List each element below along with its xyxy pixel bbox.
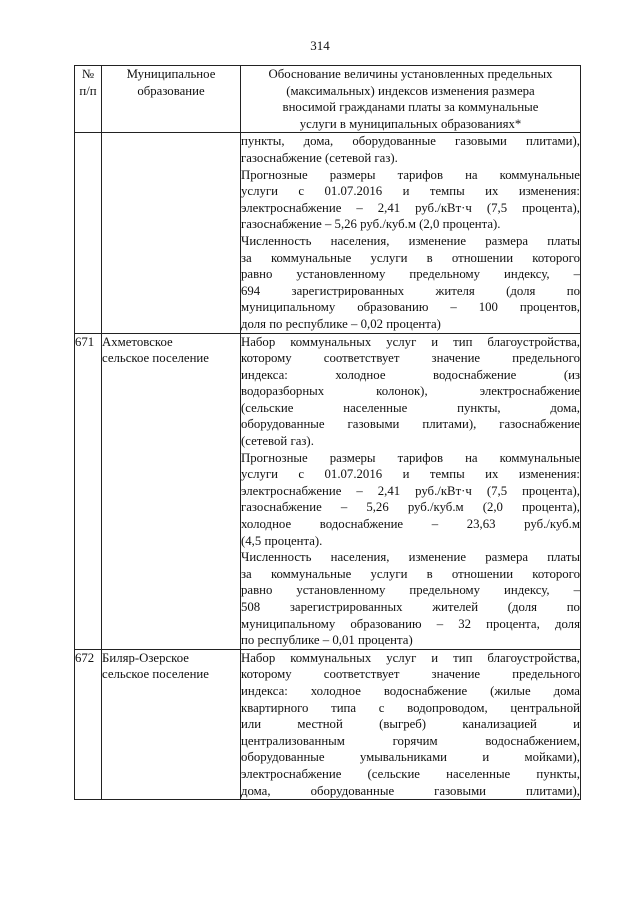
header-justification-line: (максимальных) индексов изменения размера: [286, 83, 535, 98]
justification-line: [241, 367, 580, 384]
word: электроснабжение: [479, 384, 580, 399]
word: равно: [241, 583, 273, 598]
justification-line: [241, 266, 580, 283]
word: на: [465, 167, 478, 182]
municipality-name-line: сельское поселение: [102, 351, 209, 366]
word: тип: [453, 650, 473, 665]
word: руб./куб.м: [407, 500, 464, 515]
word: –: [450, 300, 457, 315]
justification-line: [241, 350, 580, 367]
word: коммунальные: [499, 167, 580, 182]
word: (7,5: [486, 483, 508, 498]
word: отношении: [451, 250, 514, 265]
word: оборудованные: [352, 134, 436, 149]
justification-line: [241, 716, 580, 733]
word: газоснабжение: [499, 417, 580, 432]
word: установленному: [296, 267, 386, 282]
word: индексу,: [504, 583, 550, 598]
word: и: [431, 650, 439, 665]
word: которому: [241, 351, 292, 366]
word: и: [402, 467, 410, 482]
word: образованию: [357, 300, 429, 315]
word: которого: [532, 250, 580, 265]
word: муниципальному: [241, 300, 336, 315]
word: которому: [241, 667, 292, 682]
word: пункты,: [457, 400, 501, 415]
word: установленному: [296, 583, 386, 598]
word: и: [402, 184, 410, 199]
word: 2,41: [377, 483, 401, 498]
word: размеры: [329, 450, 376, 465]
word: индекса:: [241, 683, 288, 698]
word: оборудованные: [241, 750, 325, 765]
word: (из: [563, 367, 580, 382]
justification-line: [241, 400, 580, 417]
word: тарифов: [397, 167, 443, 182]
word: квартирного: [241, 700, 309, 715]
word: мойками),: [524, 750, 580, 765]
justification-cell: [241, 649, 581, 799]
municipality-name-line: Ахметовское: [102, 334, 173, 349]
word: зарегистрированных: [291, 283, 405, 298]
header-number: [75, 66, 102, 133]
justification-line: [241, 683, 580, 700]
justification-line: [241, 616, 580, 633]
header-number-line: п/п: [79, 83, 97, 98]
page-number: 314: [310, 38, 330, 53]
word: дома,: [241, 783, 271, 798]
justification-line: [241, 383, 580, 400]
word: Численность: [241, 233, 312, 248]
word: темпы: [429, 467, 465, 482]
word: типа: [331, 700, 357, 715]
word: процента),: [522, 483, 580, 498]
word: холодное: [310, 683, 361, 698]
word: образованию: [350, 616, 422, 631]
justification-line: [241, 283, 580, 300]
word: населенные: [343, 400, 408, 415]
word: 01.07.2016: [324, 184, 383, 199]
word: –: [356, 200, 363, 215]
table-row: [75, 649, 581, 799]
justification-line: [241, 733, 580, 750]
word: платы: [547, 233, 580, 248]
word: услуги: [370, 566, 408, 581]
word: за: [241, 566, 252, 581]
word: соответствует: [323, 667, 400, 682]
justification-line: [241, 167, 580, 184]
word: –: [573, 267, 580, 282]
word: за: [241, 250, 252, 265]
word: 01.07.2016: [324, 467, 383, 482]
word: –: [436, 616, 444, 631]
word: изменения:: [518, 184, 580, 199]
word: оборудованные: [241, 417, 325, 432]
justification-paragraph: [241, 650, 580, 799]
word: (сельские: [367, 766, 420, 781]
word: Прогнозные: [241, 450, 308, 465]
justification-line: [241, 749, 580, 766]
word: тип: [453, 334, 473, 349]
header-municipality-line: образование: [137, 83, 205, 98]
word: (доля: [507, 600, 538, 614]
justification-line: [241, 516, 580, 533]
word: 694: [241, 283, 261, 298]
word: отношении: [451, 566, 514, 581]
word: Набор: [241, 650, 276, 665]
word: процента,: [486, 616, 540, 631]
header-municipality-line: Муниципальное: [126, 67, 216, 81]
word: электроснабжение: [241, 766, 342, 781]
word: их: [485, 467, 499, 482]
justification-line: газоснабжение (сетевой газ).: [241, 150, 398, 165]
word: услуги: [370, 250, 408, 265]
justification-cell: [241, 333, 581, 649]
word: канализацией: [462, 717, 537, 732]
word: по: [566, 283, 580, 298]
justification-paragraph: [241, 334, 580, 450]
word: –: [431, 517, 439, 532]
header-justification-line: Обоснование величины установленных предельных: [268, 67, 553, 81]
word: значение: [431, 667, 481, 682]
justification-line: [241, 233, 580, 250]
word: коммунальных: [290, 334, 372, 349]
word: процентов,: [519, 300, 580, 315]
municipality-cell: [102, 133, 241, 333]
word: населения,: [330, 550, 390, 565]
municipality-cell: [102, 333, 241, 649]
justification-line: (4,5 процента).: [241, 533, 323, 548]
municipality-cell: [102, 649, 241, 799]
word: по: [566, 600, 580, 614]
justification-line: [241, 200, 580, 217]
justification-line: газоснабжение – 5,26 руб./куб.м (2,0 процента).: [241, 217, 501, 232]
header-justification: [241, 66, 581, 133]
word: на: [465, 450, 478, 465]
word: жителя: [435, 283, 475, 298]
word: водоснабжение: [432, 367, 517, 382]
justification-paragraph: [241, 167, 580, 233]
word: Прогнозные: [241, 167, 308, 182]
word: их: [485, 184, 499, 199]
justification-line: [241, 299, 580, 316]
justification-line: [241, 466, 580, 483]
word: (2,0: [482, 500, 503, 515]
word: газовыми: [455, 134, 507, 149]
word: или: [241, 717, 262, 732]
justification-line: [241, 766, 580, 783]
word: соответствует: [323, 351, 400, 366]
word: плитами),: [526, 134, 580, 149]
justification-line: [241, 599, 580, 616]
word: оборудованные: [310, 783, 395, 798]
justification-paragraph: [241, 233, 580, 333]
word: населения,: [330, 233, 390, 248]
word: доля: [554, 616, 580, 631]
municipality-name-line: сельское поселение: [102, 667, 209, 682]
word: населенные: [446, 766, 511, 781]
justification-line: [241, 334, 580, 351]
word: услуг: [386, 334, 417, 349]
word: услуг: [386, 650, 417, 665]
word: процента),: [522, 500, 580, 515]
word: –: [340, 500, 348, 515]
word: и: [573, 717, 580, 732]
word: руб./кВт·ч: [415, 200, 472, 215]
word: с: [298, 184, 305, 199]
word: значение: [431, 351, 481, 366]
word: (7,5: [486, 200, 508, 215]
table-row: [75, 133, 581, 333]
word: руб./кВт·ч: [415, 483, 472, 498]
table-row: [75, 333, 581, 649]
justification-line: [241, 416, 580, 433]
word: с: [378, 700, 385, 715]
word: водопроводом,: [407, 700, 488, 715]
word: (жилые: [490, 683, 531, 698]
justification-line: [241, 666, 580, 683]
header-justification-line: вносимой гражданами платы за коммунальные: [282, 100, 539, 115]
word: 32: [458, 616, 472, 631]
word: темпы: [429, 184, 465, 199]
word: размера: [485, 550, 529, 565]
word: в: [426, 250, 433, 265]
word: предельного: [512, 667, 580, 682]
justification-line: [241, 133, 580, 150]
word: плитами),: [526, 783, 580, 798]
word: 2,41: [377, 200, 401, 215]
word: размеры: [329, 167, 376, 182]
word: водоснабжение: [383, 683, 468, 698]
word: –: [356, 483, 363, 498]
justification-line: [241, 450, 580, 467]
justification-paragraph: [241, 549, 580, 649]
tariff-justification-table: [74, 65, 581, 800]
word: центральной: [510, 700, 580, 715]
row-number: 672: [75, 649, 102, 799]
word: (сельские: [241, 400, 294, 415]
word: водоснабжение: [319, 517, 404, 532]
word: 508: [241, 600, 261, 614]
justification-line: [241, 483, 580, 500]
word: благоустройства,: [487, 650, 580, 665]
word: водоснабжением,: [485, 733, 580, 748]
word: 5,26: [366, 500, 389, 515]
justification-paragraph: [241, 133, 580, 166]
word: жителей: [432, 600, 479, 614]
word: колонок),: [376, 384, 428, 399]
word: электроснабжение: [241, 200, 342, 215]
row-number: 671: [75, 333, 102, 649]
justification-line: доля по республике – 0,02 процента): [241, 316, 441, 331]
word: централизованным: [241, 733, 345, 748]
justification-line: [241, 499, 580, 516]
word: изменение: [408, 550, 467, 565]
justification-line: [241, 650, 580, 667]
word: предельного: [512, 351, 580, 366]
justification-line: [241, 783, 580, 800]
word: изменения:: [518, 467, 580, 482]
justification-line: [241, 566, 580, 583]
word: индекса:: [241, 367, 288, 382]
municipality-name-line: Биляр-Озерское: [102, 650, 189, 665]
word: коммунальные: [270, 250, 352, 265]
word: с: [298, 467, 305, 482]
word: предельному: [409, 583, 481, 598]
word: руб./куб.м: [524, 517, 580, 532]
word: дома: [553, 683, 580, 698]
justification-line: [241, 582, 580, 599]
word: дома,: [550, 400, 580, 415]
word: –: [573, 583, 580, 598]
justification-line: [241, 250, 580, 267]
word: коммунальных: [290, 650, 372, 665]
word: размера: [485, 233, 529, 248]
word: дома,: [303, 134, 334, 149]
justification-line: [241, 700, 580, 717]
word: муниципальному: [241, 616, 336, 631]
row-number: [75, 133, 102, 333]
word: услуги: [241, 184, 278, 199]
word: 23,63: [466, 517, 496, 532]
word: местной: [297, 717, 343, 732]
word: (выгреб): [379, 717, 427, 732]
word: услуги: [241, 467, 278, 482]
header-number-line: №: [81, 67, 95, 81]
word: 100: [478, 300, 498, 315]
word: пункты,: [536, 766, 580, 781]
word: благоустройства,: [487, 334, 580, 349]
justification-line: (сетевой газ).: [241, 434, 314, 449]
justification-paragraph: [241, 450, 580, 550]
word: платы: [547, 550, 580, 565]
word: в: [426, 566, 433, 581]
word: Численность: [241, 550, 312, 565]
word: Набор: [241, 334, 276, 349]
word: плитами),: [422, 417, 477, 432]
word: водоразборных: [241, 384, 325, 399]
word: пункты,: [241, 134, 285, 149]
word: газовыми: [347, 417, 400, 432]
table-header-row: [75, 66, 581, 133]
word: газовыми: [434, 783, 487, 798]
word: которого: [532, 566, 580, 581]
word: и: [431, 334, 439, 349]
justification-line: [241, 183, 580, 200]
word: индексу,: [504, 267, 550, 282]
word: умывальниками: [359, 750, 448, 765]
word: горячим: [392, 733, 438, 748]
word: тарифов: [397, 450, 443, 465]
table-body: [75, 133, 581, 800]
word: предельному: [409, 267, 481, 282]
word: равно: [241, 267, 273, 282]
justification-line: [241, 549, 580, 566]
word: холодное: [241, 517, 292, 532]
header-justification-line: услуги в муниципальных образованиях*: [299, 116, 522, 131]
justification-cell: [241, 133, 581, 333]
word: коммунальные: [499, 450, 580, 465]
word: зарегистрированных: [289, 600, 403, 614]
header-municipality: [102, 66, 241, 133]
justification-line: по республике – 0,01 процента): [241, 633, 413, 648]
word: электроснабжение: [241, 483, 342, 498]
word: и: [482, 750, 490, 765]
word: коммунальные: [270, 566, 352, 581]
word: изменение: [408, 233, 467, 248]
word: (доля: [506, 283, 536, 298]
word: холодное: [335, 367, 386, 382]
word: газоснабжение: [241, 500, 322, 515]
word: процента),: [522, 200, 580, 215]
